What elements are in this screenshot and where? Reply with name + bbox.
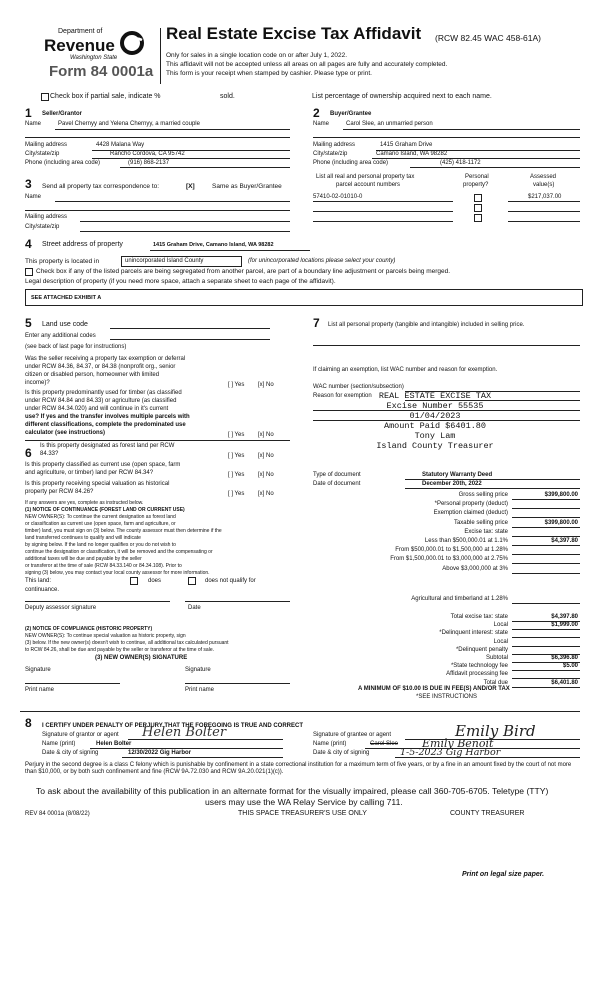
value-underline — [512, 629, 580, 630]
section-5-number: 5 — [25, 316, 32, 330]
owner-print-label-1: Print name — [25, 687, 55, 693]
totals-value[interactable]: $6,396.80 — [551, 655, 578, 661]
partial-sale-label: Check box if partial sale, indicate % — [50, 93, 161, 100]
does-not-label: does not qualify for — [205, 578, 256, 584]
totals-label: Affidavit processing fee — [446, 671, 508, 678]
assessed-header-1: Assessed — [530, 174, 557, 180]
seller-mail-label: Mailing address — [25, 142, 68, 148]
totals-label: *Delinquent interest: state — [439, 630, 508, 637]
legal-paper-note: Print on legal size paper. — [462, 871, 545, 878]
calc-label: *Personal property (deduct) — [434, 501, 508, 508]
current-use-no[interactable]: [x] No — [258, 472, 274, 478]
buyer-mail[interactable]: 1415 Graham Drive — [380, 142, 433, 148]
agri-timber-label: Agricultural and timberland at 1.28% — [411, 596, 508, 602]
value-underline — [512, 527, 580, 528]
section-2-number: 2 — [313, 106, 320, 120]
totals-label: Local — [493, 622, 508, 629]
personal-property-checkbox-3[interactable] — [474, 214, 482, 222]
current-use-question-2: and agriculture, or timber) land per RCW 84.34? — [25, 470, 154, 476]
grantee-date-label: Date & city of signing — [313, 750, 370, 756]
located-note: (for unincorporated locations please select your county) — [248, 258, 396, 264]
corr-name-label: Name — [25, 194, 42, 200]
totals-value[interactable]: $5.00 — [562, 663, 578, 670]
historic-question-2: property per RCW 84.26? — [25, 489, 94, 495]
timber-question-1: Is this property predominantly used for timber (as classified — [25, 390, 182, 396]
buyer-city-label: City/state/zip — [313, 151, 348, 157]
revenue-swirl-icon — [118, 30, 146, 56]
exemption-question-2: under RCW 84.36, 84.37, or 84.38 (nonprofit org., senior — [25, 364, 176, 370]
exemption-yes[interactable]: [ ] Yes — [228, 382, 245, 388]
grantee-signature[interactable]: Emily Bird — [455, 722, 536, 740]
timber-question-6: calculator (see instructions) — [25, 430, 106, 436]
calc-label: Exemption claimed (deduct) — [433, 510, 508, 517]
revision-label: REV 84 0001a (8/08/22) — [25, 811, 90, 817]
located-label: This property is located in — [25, 258, 100, 265]
section-7-number: 7 — [313, 316, 320, 330]
alt-format-line-2: users may use the WA Relay Service by calling 711. — [205, 797, 403, 807]
form-title: Real Estate Excise Tax Affidavit — [166, 24, 422, 43]
if-any-yes-note: If any answers are yes, complete as instructed below. — [25, 500, 144, 506]
seller-mail[interactable]: 4428 Malana Way — [96, 142, 145, 148]
see-instructions-note: *SEE INSTRUCTIONS — [416, 694, 478, 700]
value-underline — [512, 573, 580, 574]
totals-label: *Delinquent penalty — [455, 646, 508, 653]
notice-continuance-text-2: or classification as current use (open space, farm and agriculture, or — [25, 521, 176, 527]
seller-city[interactable]: Rancho Cordova, CA 95742 — [110, 151, 185, 157]
current-use-yes[interactable]: [ ] Yes — [228, 472, 245, 478]
logo-revenue: Revenue — [44, 36, 115, 55]
buyer-phone-label: Phone (including area code) — [313, 160, 389, 166]
forest-no[interactable]: [x] No — [258, 453, 274, 459]
section-4-number: 4 — [25, 237, 32, 251]
form-rcw: (RCW 82.45 WAC 458-61A) — [435, 33, 541, 43]
calc-value[interactable]: $399,800.00 — [544, 492, 578, 498]
owner-signature-label-1: Signature — [25, 667, 51, 673]
partial-sale-sold: sold. — [220, 93, 235, 100]
minimum-due-note: A MINIMUM OF $10.00 IS DUE IN FEE(S) AND/OR TAX — [358, 686, 510, 692]
timber-question-4: use? If yes and the transfer involves multiple parcels with — [25, 414, 190, 420]
parcel-number[interactable]: 57410-02-01010-0 — [313, 194, 363, 200]
corr-city-label: City/state/zip — [25, 224, 60, 230]
personal-header-2: property? — [463, 182, 489, 188]
buyer-name-label: Name — [313, 121, 330, 127]
stamp-line-1: REAL ESTATE EXCISE TAX — [378, 391, 492, 401]
treasurer-stamp — [376, 391, 493, 451]
seller-city-label: City/state/zip — [25, 151, 60, 157]
personal-property-checkbox-1[interactable] — [474, 194, 482, 202]
this-land-label: This land: — [25, 578, 52, 584]
notice-continuance-text-3: timber) land, you must sign on (3) below. The county assessor must then determine if the — [25, 528, 222, 534]
seller-phone-label: Phone (including area code) — [25, 160, 101, 166]
value-underline — [512, 554, 580, 555]
stamp-line-5: Tony Lam — [414, 431, 456, 441]
form-number: Form 84 0001a — [49, 63, 154, 80]
calc-label: From $500,000.01 to $1,500,000 at 1.28% — [395, 547, 508, 554]
notice-continuance-text-5: by signing below. If the land no longer qualifies or you do not wish to — [25, 542, 176, 548]
grantee-name-handwritten[interactable]: Emily Benoit — [422, 737, 494, 750]
notice-continuance-text-9: signing (3) below, you may contact your local county assessor for more information. — [25, 570, 210, 576]
buyer-phone[interactable]: (425) 418-1172 — [440, 160, 481, 166]
exemption-question-3: citizen or disabled person, homeowner with limited — [25, 372, 160, 378]
seller-phone[interactable]: (916) 868-2137 — [128, 160, 170, 166]
totals-label: Subtotal — [485, 655, 508, 661]
grantee-date-city[interactable]: 1-5-2023 Gig Harbor — [400, 747, 501, 758]
notice-continuance-text-6: continue the designation or classification, it will be removed and the compensating or — [25, 549, 213, 555]
calc-label: Gross selling price — [458, 492, 508, 498]
personal-property-label: List all personal property (tangible and intangible) included in selling price. — [328, 322, 525, 328]
parcels-header-2: parcel account numbers — [336, 182, 401, 188]
totals-label: Total due — [483, 679, 508, 686]
street-address[interactable]: 1415 Graham Drive, Camano Island, WA 98282 — [153, 242, 274, 248]
notice-compliance-text-3: to RCW 84.26, shall be due and payable by the seller or transferor at the time of sale. — [25, 647, 214, 653]
totals-label: *State technology fee — [450, 663, 508, 670]
county-treasurer-label: COUNTY TREASURER — [450, 810, 525, 817]
exemption-question-4: income)? — [25, 380, 50, 386]
calc-label: Taxable selling price — [453, 519, 508, 526]
ownership-note: List percentage of ownership acquired next to each name. — [312, 93, 492, 100]
totals-label: Total excise tax: state — [450, 614, 508, 620]
doc-type-label: Type of document — [313, 472, 361, 478]
value-underline — [512, 536, 580, 537]
value-underline — [512, 646, 580, 647]
stamp-line-6: Island County Treasurer — [376, 441, 494, 451]
section-3-number: 3 — [25, 177, 32, 191]
seller-name[interactable]: Pavel Chernyy and Yelena Chernyy, a married couple — [58, 121, 200, 127]
grantor-date-label: Date & city of signing — [42, 750, 99, 756]
historic-no[interactable]: [x] No — [258, 491, 274, 497]
timber-question-5: different classifications, complete the predominated use — [25, 422, 186, 428]
street-label: Street address of property — [42, 241, 123, 248]
deputy-date-label: Date — [188, 605, 201, 611]
notice-compliance-text-1: NEW OWNER(S): To continue special valuation as historic property, sign — [25, 633, 186, 639]
forest-question-2: 84.33? — [40, 451, 59, 457]
calc-label: From $1,500,000.01 to $3,000,000 at 2.75% — [390, 556, 508, 563]
legal-description-box[interactable] — [25, 289, 583, 306]
section-6-number: 6 — [25, 446, 32, 460]
logo-state: Washington State — [70, 55, 118, 61]
grantee-name-label: Name (print) — [313, 741, 347, 747]
value-underline — [512, 508, 580, 509]
forest-yes[interactable]: [ ] Yes — [228, 453, 245, 459]
notice-continuance-text-7: additional taxes will be due and payable by the seller — [25, 556, 142, 562]
current-use-question-1: Is this property classified as current use (open space, farm — [25, 462, 181, 468]
see-back-label: (see back of last page for instructions) — [25, 344, 127, 350]
timber-yes[interactable]: [ ] Yes — [228, 432, 245, 438]
grantee-name-struck[interactable]: Carol Slee — [370, 741, 399, 747]
totals-value[interactable]: $6,401.80 — [551, 679, 578, 686]
totals-label: Local — [493, 638, 508, 645]
exemption-reason-label: Reason for exemption — [313, 393, 372, 399]
buyer-mail-label: Mailing address — [313, 142, 356, 148]
correspondence-label: Send all property tax correspondence to: — [42, 183, 160, 190]
section-8-number: 8 — [25, 716, 32, 730]
doc-type-value[interactable]: Statutory Warranty Deed — [422, 472, 493, 478]
value-underline — [512, 499, 580, 500]
totals-value[interactable]: $1,999.00 — [551, 622, 578, 629]
wac-number-label: WAC number (section/subsection) — [313, 384, 404, 390]
grantor-signature-label: Signature of grantor or agent — [42, 732, 119, 738]
certify-statement: I CERTIFY UNDER PENALTY OF PERJURY THAT THE FOREGOING IS TRUE AND CORRECT — [42, 723, 304, 729]
calc-label: Above $3,000,000 at 3% — [442, 565, 508, 572]
notice-continuance-text-8: or transferor at the time of sale (RCW 84.33.140 or 84.34.108). Prior to — [25, 563, 182, 569]
logo-dept: Department of — [58, 28, 103, 35]
owner-signature-label-2: Signature — [185, 667, 211, 673]
value-underline — [512, 563, 580, 564]
does-not-qualify-checkbox[interactable] — [188, 577, 196, 585]
grantee-signature-label: Signature of grantee or agent — [313, 732, 392, 738]
totals-value[interactable]: $4,397.80 — [551, 614, 578, 620]
perjury-notice: Perjury in the second degree is a class C felony which is punishable by confinement in a state correctional institution for a maximum term of five years, or by a fine in an amount fixed by the court of not more than $10,000, or by both such confinement and fine (RCW 9A.72.030 and RCW 9A.20.021(1)(c)). — [25, 762, 572, 775]
owner-print-label-2: Print name — [185, 687, 215, 693]
exemption-no[interactable]: [x] No — [258, 382, 274, 388]
segregation-label: Check box if any of the listed parcels are being segregated from another parcel, are part of a boundary line adjustment or parcels being merged. — [36, 268, 451, 275]
stamp-line-4: Amount Paid $6401.80 — [383, 421, 487, 431]
value-underline — [512, 637, 580, 638]
does-label: does — [148, 578, 162, 584]
buyer-name[interactable]: Carol Slee, an unmarried person — [346, 121, 433, 127]
personal-header-1: Personal — [465, 174, 489, 180]
stamp-line-2: Excise Number 55535 — [386, 401, 484, 411]
value-underline — [512, 545, 580, 546]
doc-date-label: Date of document — [313, 481, 361, 487]
buyer-heading: Buyer/Grantee — [330, 111, 372, 117]
seller-heading: Seller/Grantor — [42, 111, 83, 117]
notice-continuance-text-1: NEW OWNER(S): To continue the current designation as forest land — [25, 514, 176, 520]
section-1-number: 1 — [25, 106, 32, 120]
grantor-name[interactable]: Helen Bolter — [96, 741, 132, 747]
header-line-3: This form is your receipt when stamped by cashier. Please type or print. — [166, 70, 372, 77]
segregation-checkbox[interactable] — [25, 268, 33, 276]
correspondence-mark[interactable]: [X] — [186, 183, 195, 190]
calc-value[interactable]: $399,800.00 — [544, 519, 578, 526]
exemption-claim-label: If claiming an exemption, list WAC number and reason for exemption. — [313, 367, 498, 373]
buyer-city[interactable]: Camano Island, WA 98282 — [376, 151, 448, 157]
notice-compliance-heading: (2) NOTICE OF COMPLIANCE (HISTORIC PROPERTY) — [25, 626, 153, 632]
timber-question-2: under RCW 84.84 and 84.33) or agriculture (as classified — [25, 398, 177, 404]
does-qualify-checkbox[interactable] — [130, 577, 138, 585]
historic-question-1: Is this property receiving special valuation as historical — [25, 481, 170, 487]
new-owner-signature-heading: (3) NEW OWNER(S) SIGNATURE — [95, 655, 188, 661]
timber-no[interactable]: [x] No — [258, 432, 274, 438]
header-divider — [160, 28, 161, 84]
doc-date-value[interactable]: December 20th, 2022 — [422, 481, 482, 487]
value-underline — [512, 687, 580, 688]
notice-continuance-heading: (1) NOTICE OF CONTINUANCE (FOREST LAND OR CURRENT USE) — [25, 507, 185, 513]
partial-sale-checkbox[interactable] — [41, 93, 49, 101]
seller-name-label: Name — [25, 121, 42, 127]
stamp-line-3: 01/04/2023 — [409, 411, 461, 421]
grantor-name-label: Name (print) — [42, 741, 76, 747]
assessed-value[interactable]: $217,037.00 — [528, 194, 562, 200]
corr-mail-label: Mailing address — [25, 214, 68, 220]
personal-property-checkbox-2[interactable] — [474, 204, 482, 212]
historic-yes[interactable]: [ ] Yes — [228, 491, 245, 497]
correspondence-same: Same as Buyer/Grantee — [212, 183, 282, 190]
calc-value[interactable]: $4,397.80 — [551, 538, 578, 544]
land-use-label: Land use code — [42, 321, 88, 328]
legal-desc-label: Legal description of property (if you need more space, attach a separate sheet to each page of the affidavit). — [25, 278, 336, 285]
timber-question-3: under RCW 84.34.020) and will continue in it's current — [25, 406, 169, 412]
deputy-signature-label: Deputy assessor signature — [25, 605, 97, 611]
calc-label: Less than $500,000.01 at 1.1% — [424, 538, 508, 544]
value-underline — [512, 670, 580, 671]
grantor-date-city[interactable]: 12/30/2022 Gig Harbor — [128, 750, 192, 756]
notice-compliance-text-2: (3) below. If the new owner(s) doesn't wish to continue, all additional tax calculated pursuant — [25, 640, 229, 646]
value-underline — [512, 517, 580, 518]
calc-label: Excise tax: state — [464, 528, 508, 535]
header-line-1: Only for sales in a single location code on or after July 1, 2022. — [166, 52, 348, 59]
header-line-2: This affidavit will not be accepted unless all areas on all pages are fully and accurately completed. — [166, 61, 448, 68]
notice-continuance-text-4: land transferred continues to qualify and will indicate — [25, 535, 141, 541]
parcels-header-1: List all real and personal property tax — [316, 174, 415, 180]
treasurer-use-label: THIS SPACE TREASURER'S USE ONLY — [238, 810, 367, 817]
alt-format-line-1: To ask about the availability of this publication in an alternate format for the visually impaired, please call 360-705-6705. Teletype (TTY) — [36, 786, 549, 796]
exemption-question-1: Was the seller receiving a property tax exemption or deferral — [25, 356, 186, 362]
legal-description-text: SEE ATTACHED EXHIBIT A — [31, 295, 102, 301]
grantor-signature[interactable]: Helen Bolter — [142, 725, 227, 740]
additional-codes-label: Enter any additional codes — [25, 333, 96, 339]
continuance-label: continuance. — [25, 587, 60, 593]
assessed-header-2: value(s) — [533, 182, 555, 188]
forest-question-1: Is this property designated as forest land per RCW — [40, 443, 175, 449]
location-select[interactable]: unincorporated Island County — [121, 256, 242, 267]
